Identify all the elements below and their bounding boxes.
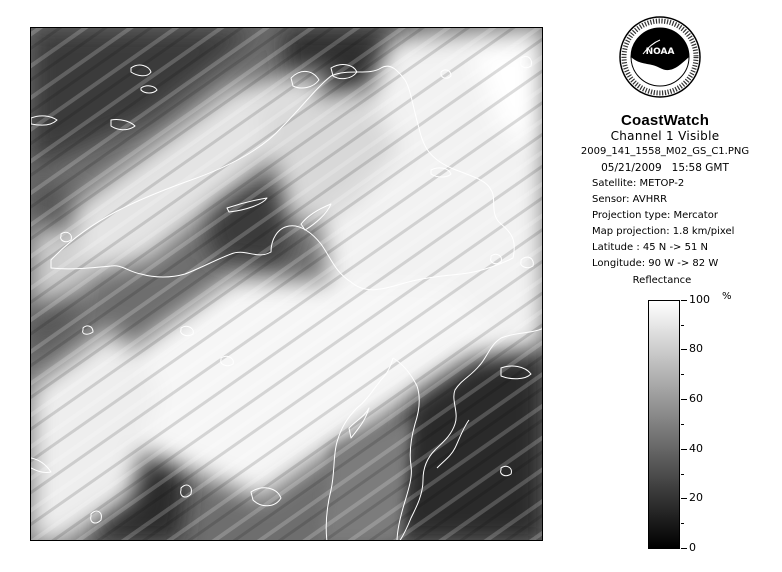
longitude-info: Longitude: 90 W -> 82 W xyxy=(592,258,719,269)
cloud-streak-texture xyxy=(31,28,543,541)
colorbar-tick-40 xyxy=(681,449,687,450)
colorbar-tick-100 xyxy=(681,300,687,301)
colorbar-tick-80 xyxy=(681,349,687,350)
noaa-seal-icon xyxy=(619,16,701,98)
colorbar-tick-label: 60 xyxy=(689,392,703,405)
satellite-map xyxy=(31,28,543,541)
colorbar-tick-label: 100 xyxy=(689,293,710,306)
colorbar-tick-label: 40 xyxy=(689,442,703,455)
colorbar-tick-0 xyxy=(681,548,687,549)
colorbar-tick-label: 80 xyxy=(689,342,703,355)
channel-title: Channel 1 Visible xyxy=(610,129,720,143)
noaa-logo xyxy=(619,16,701,98)
satellite-info: Satellite: METOP-2 xyxy=(592,178,685,189)
colorbar-unit: % xyxy=(722,291,732,302)
colorbar-label: Reflectance xyxy=(632,275,692,286)
acquisition-time: 15:58 GMT xyxy=(671,162,729,174)
colorbar-tick-label: 0 xyxy=(689,541,696,554)
colorbar-minor-tick xyxy=(681,424,684,425)
sensor-info: Sensor: AVHRR xyxy=(592,194,668,205)
colorbar-tick-20 xyxy=(681,498,687,499)
satellite-image xyxy=(30,27,543,541)
projection-type-info: Projection type: Mercator xyxy=(592,210,718,221)
colorbar-minor-tick xyxy=(681,325,684,326)
colorbar-tick-label: 20 xyxy=(689,491,703,504)
file-name: 2009_141_1558_M02_GS_C1.PNG xyxy=(580,146,750,157)
acquisition-datetime xyxy=(558,162,772,174)
brand-title: CoastWatch xyxy=(620,112,710,129)
map-projection-info: Map projection: 1.8 km/pixel xyxy=(592,226,735,237)
colorbar-minor-tick xyxy=(681,474,684,475)
svg-text:NOAA: NOAA xyxy=(645,47,675,57)
reflectance-colorbar xyxy=(648,300,680,549)
colorbar-minor-tick xyxy=(681,374,684,375)
colorbar-minor-tick xyxy=(681,523,684,524)
latitude-info: Latitude : 45 N -> 51 N xyxy=(592,242,708,253)
colorbar-tick-60 xyxy=(681,399,687,400)
acquisition-date: 05/21/2009 xyxy=(601,162,662,174)
